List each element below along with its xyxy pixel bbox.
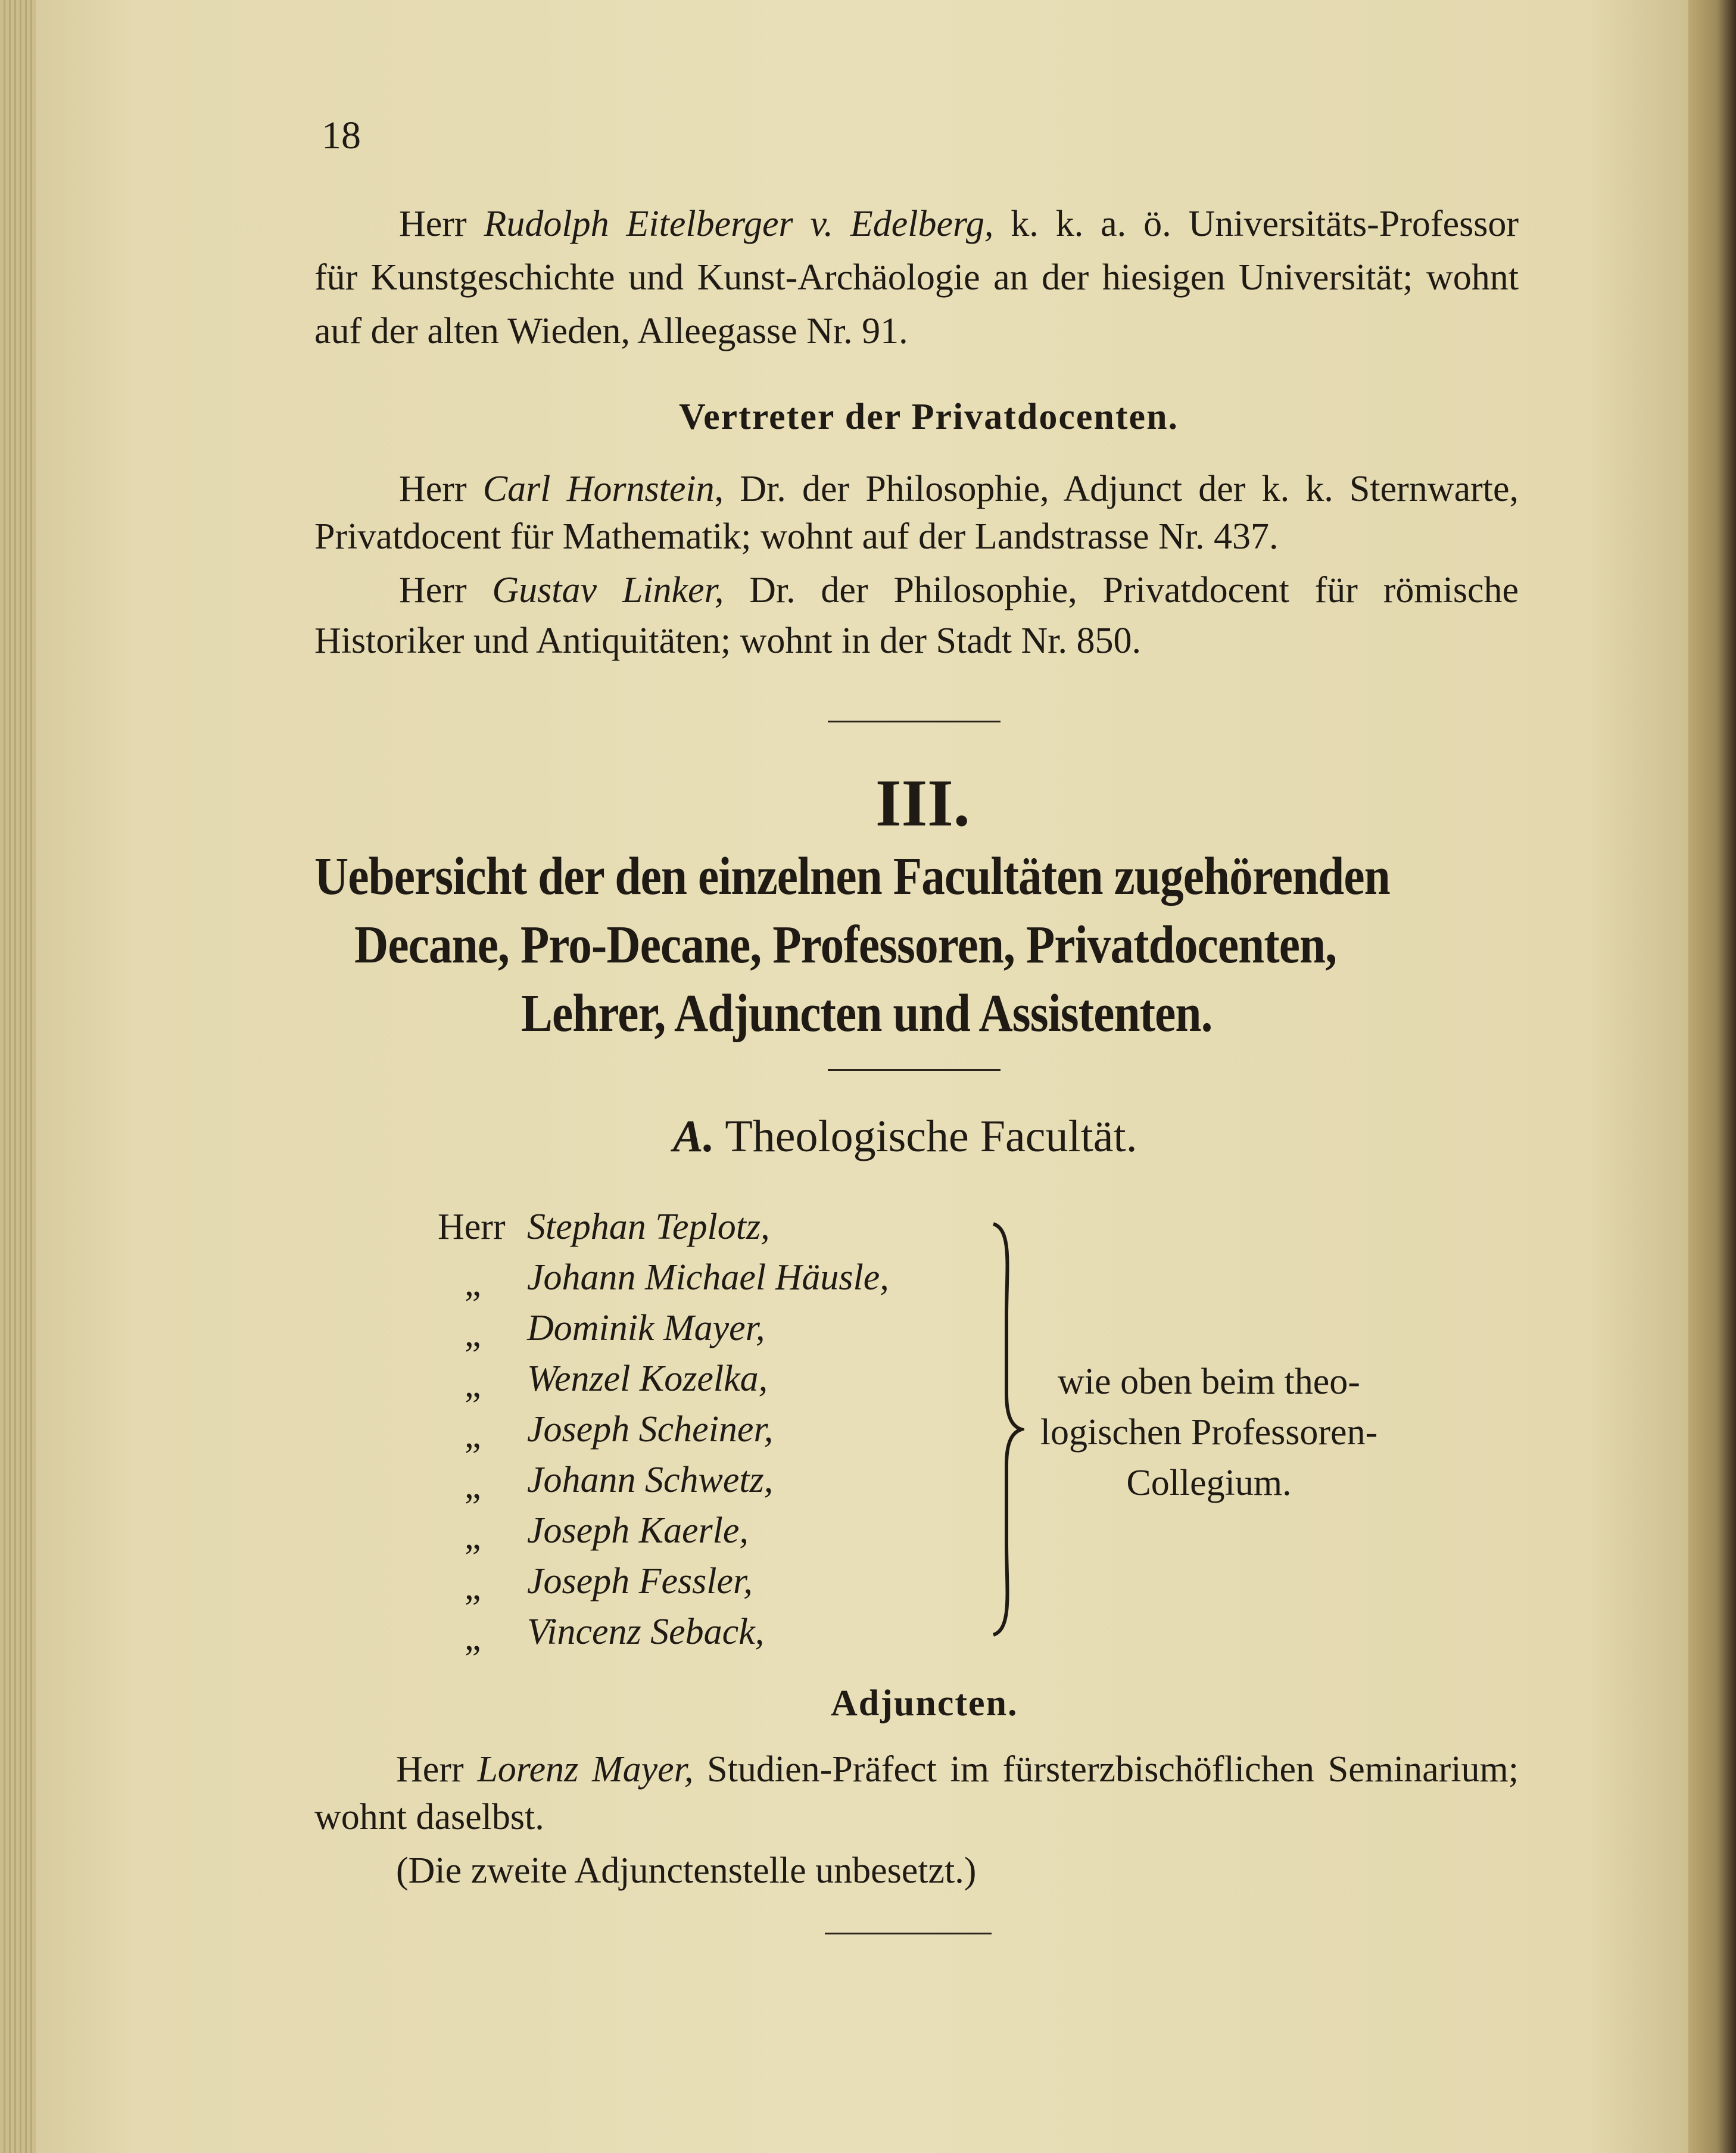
entry-hornstein-line1: Herr Carl Hornstein, Dr. der Philosophie, Adjunct der k. k. Sternwarte, — [399, 469, 1519, 509]
page-number: 18 — [322, 114, 361, 157]
professor-name: Johann Michael Häusle, — [527, 1257, 889, 1298]
section-title-line2: Decane, Pro-Decane, Professoren, Privatdocenten, — [354, 915, 1337, 974]
person-name: Rudolph Eitelberger v. Edelberg, — [484, 204, 994, 244]
section-title-line1: Uebersicht der den einzelnen Facultäten zugehörenden — [314, 847, 1390, 906]
faculty-letter: A. — [673, 1111, 715, 1161]
entry-eitelberger-line3: auf der alten Wieden, Alleegasse Nr. 91. — [314, 311, 908, 351]
section-number: III. — [875, 767, 970, 840]
entry-eitelberger-line2: für Kunstgeschichte und Kunst-Archäologie an der hiesigen Universität; wohnt — [314, 257, 1519, 298]
divider-rule — [828, 721, 1001, 722]
person-name: Lorenz Mayer, — [477, 1749, 694, 1790]
book-gutter-edge — [0, 0, 36, 2153]
entry-mayer-line1: Herr Lorenz Mayer, Studien-Präfect im fürsterzbischöflichen Seminarium; — [396, 1749, 1519, 1790]
professor-name: Joseph Scheiner, — [527, 1409, 774, 1450]
divider-rule — [825, 1933, 992, 1934]
herr-label: Herr — [438, 1207, 506, 1247]
ditto-mark: „ — [465, 1567, 481, 1607]
ditto-mark: „ — [465, 1263, 481, 1304]
entry-linker-line1: Herr Gustav Linker, Dr. der Philosophie, Privatdocent für römische — [399, 570, 1519, 610]
faculty-heading: A. Theologische Facultät. — [673, 1111, 1137, 1161]
professor-name: Stephan Teplotz, — [527, 1207, 770, 1247]
entry-eitelberger-line1: Herr Rudolph Eitelberger v. Edelberg, k. k. a. ö. Universitäts-Professor — [399, 204, 1519, 244]
professor-name: Joseph Kaerle, — [527, 1510, 749, 1551]
ditto-mark: „ — [465, 1618, 481, 1658]
ditto-mark: „ — [465, 1415, 481, 1456]
ditto-mark: „ — [465, 1516, 481, 1557]
book-right-edge — [1688, 0, 1736, 2153]
ditto-mark: „ — [465, 1314, 481, 1354]
adjunct-vacancy-note: (Die zweite Adjunctenstelle unbesetzt.) — [396, 1850, 977, 1891]
divider-rule — [828, 1069, 1001, 1071]
ditto-mark: „ — [465, 1466, 481, 1506]
entry-mayer-line2: wohnt daselbst. — [314, 1797, 544, 1837]
professor-name: Vincenz Seback, — [527, 1612, 765, 1652]
professors-note-line3: Collegium. — [1126, 1463, 1292, 1503]
professors-note-line2: logischen Professoren- — [1040, 1412, 1378, 1453]
ditto-mark: „ — [465, 1364, 481, 1405]
entry-linker-line2: Historiker und Antiquitäten; wohnt in der Stadt Nr. 850. — [314, 621, 1141, 661]
entry-hornstein-line2: Privatdocent für Mathematik; wohnt auf der Landstrasse Nr. 437. — [314, 516, 1279, 557]
professor-name: Wenzel Kozelka, — [527, 1359, 768, 1399]
person-name: Gustav Linker, — [492, 570, 724, 610]
professors-note-line1: wie oben beim theo- — [1058, 1361, 1360, 1402]
professor-name: Joseph Fessler, — [527, 1561, 753, 1601]
heading-adjuncten: Adjuncten. — [831, 1683, 1018, 1724]
professor-name: Dominik Mayer, — [527, 1308, 765, 1348]
person-name: Carl Hornstein — [482, 469, 715, 509]
professor-name: Johann Schwetz, — [527, 1460, 774, 1500]
section-title-line3: Lehrer, Adjuncten und Assistenten. — [521, 984, 1213, 1043]
heading-privatdocenten: Vertreter der Privatdocenten. — [679, 397, 1179, 437]
